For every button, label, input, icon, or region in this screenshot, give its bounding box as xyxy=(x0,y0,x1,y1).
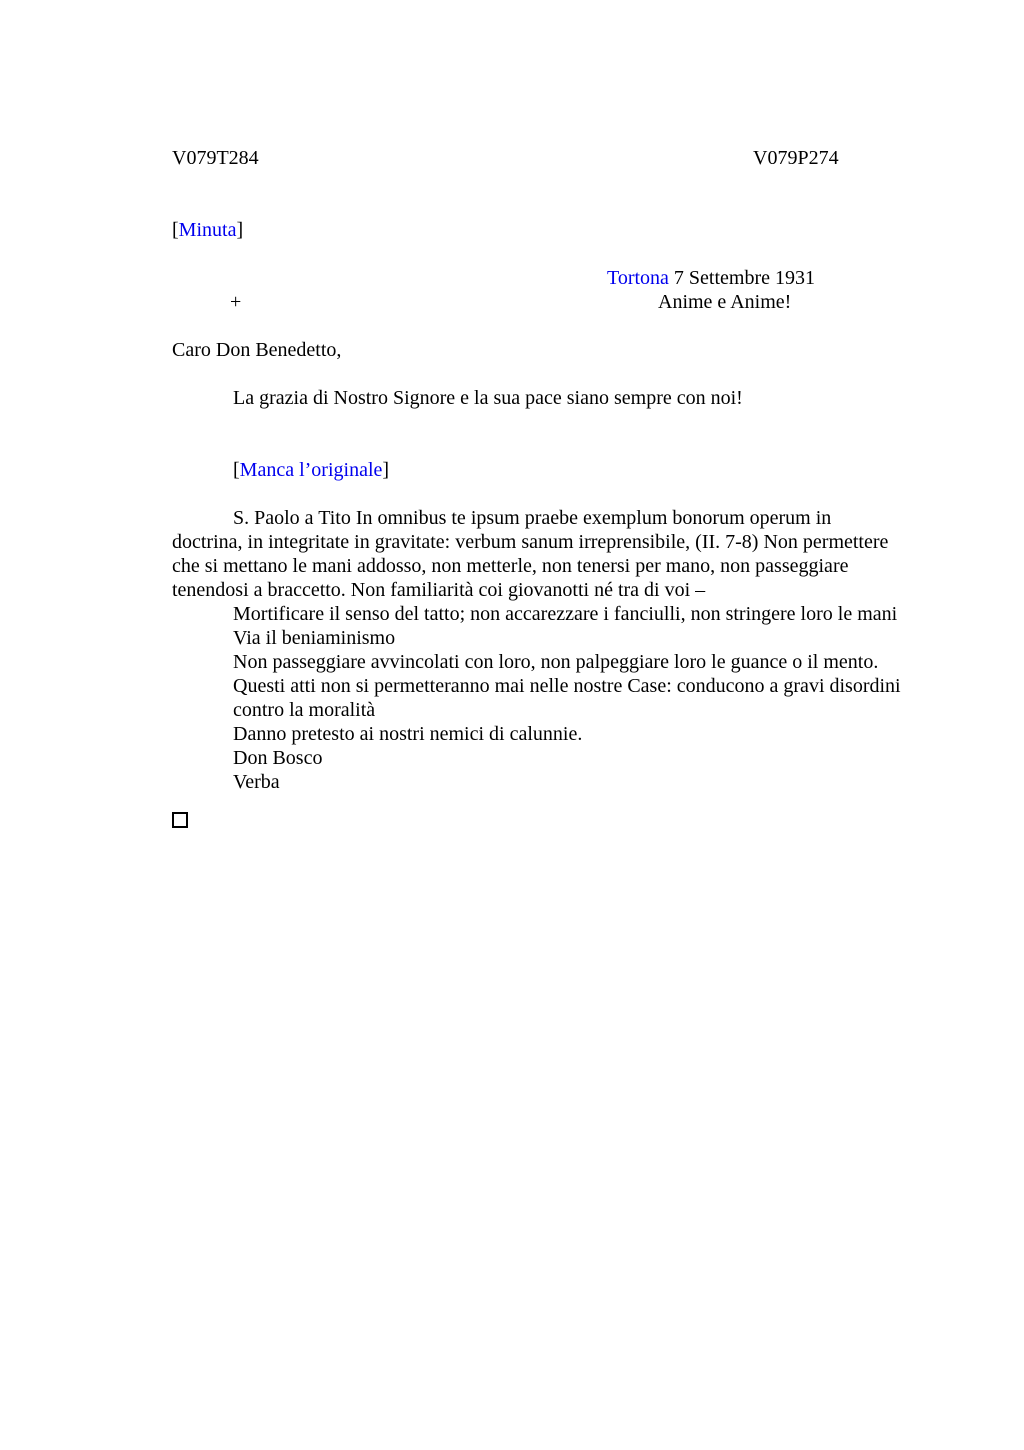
doc-ref-right: V079P274 xyxy=(753,147,839,169)
end-marker-square-icon xyxy=(172,812,188,828)
minuta-close-bracket: ] xyxy=(236,219,244,241)
opening-line: La grazia di Nostro Signore e la sua pace siano sempre con noi! xyxy=(233,387,743,409)
body-paragraph-line: tenendosi a braccetto. Non familiarità coi giovanotti né tra di voi – xyxy=(172,579,706,601)
note-line: Non passeggiare avvincolati con loro, non palpeggiare loro le guance o il mento. xyxy=(233,651,879,673)
note-line: Don Bosco xyxy=(233,747,323,769)
minuta-open-bracket: [ xyxy=(172,219,179,241)
minuta-link[interactable]: Minuta xyxy=(178,219,237,241)
missing-original-link[interactable]: Manca l’originale xyxy=(239,459,383,481)
note-line: contro la moralità xyxy=(233,699,376,721)
missing-original-open-bracket: [ xyxy=(233,459,240,481)
missing-original-close-bracket: ] xyxy=(382,459,390,481)
date-text: 7 Settembre 1931 xyxy=(668,267,816,289)
note-line: Questi atti non si permetteranno mai nelle nostre Case: conducono a gravi disordini xyxy=(233,675,901,697)
missing-original-annotation xyxy=(233,458,389,482)
body-paragraph-line: che si mettano le mani addosso, non metterle, non tenersi per mano, non passeggiare xyxy=(172,555,849,577)
motto: Anime e Anime! xyxy=(658,291,792,313)
body-paragraph-line: doctrina, in integritate in gravitate: verbum sanum irreprensibile, (II. 7-8) Non permettere xyxy=(172,531,889,553)
body-paragraph-line: S. Paolo a Tito In omnibus te ipsum praebe exemplum bonorum operum in xyxy=(233,507,832,529)
cross-symbol: + xyxy=(230,291,242,313)
place-link[interactable]: Tortona xyxy=(607,267,669,289)
salutation: Caro Don Benedetto, xyxy=(172,339,342,361)
minuta-annotation xyxy=(172,218,243,242)
note-line: Via il beniaminismo xyxy=(233,627,396,649)
letter-content xyxy=(172,0,972,1450)
dateline xyxy=(607,266,815,290)
note-line: Danno pretesto ai nostri nemici di calunnie. xyxy=(233,723,583,745)
note-line: Verba xyxy=(233,771,280,793)
note-line: Mortificare il senso del tatto; non accarezzare i fanciulli, non stringere loro le mani xyxy=(233,603,898,625)
doc-ref-left: V079T284 xyxy=(172,147,259,169)
